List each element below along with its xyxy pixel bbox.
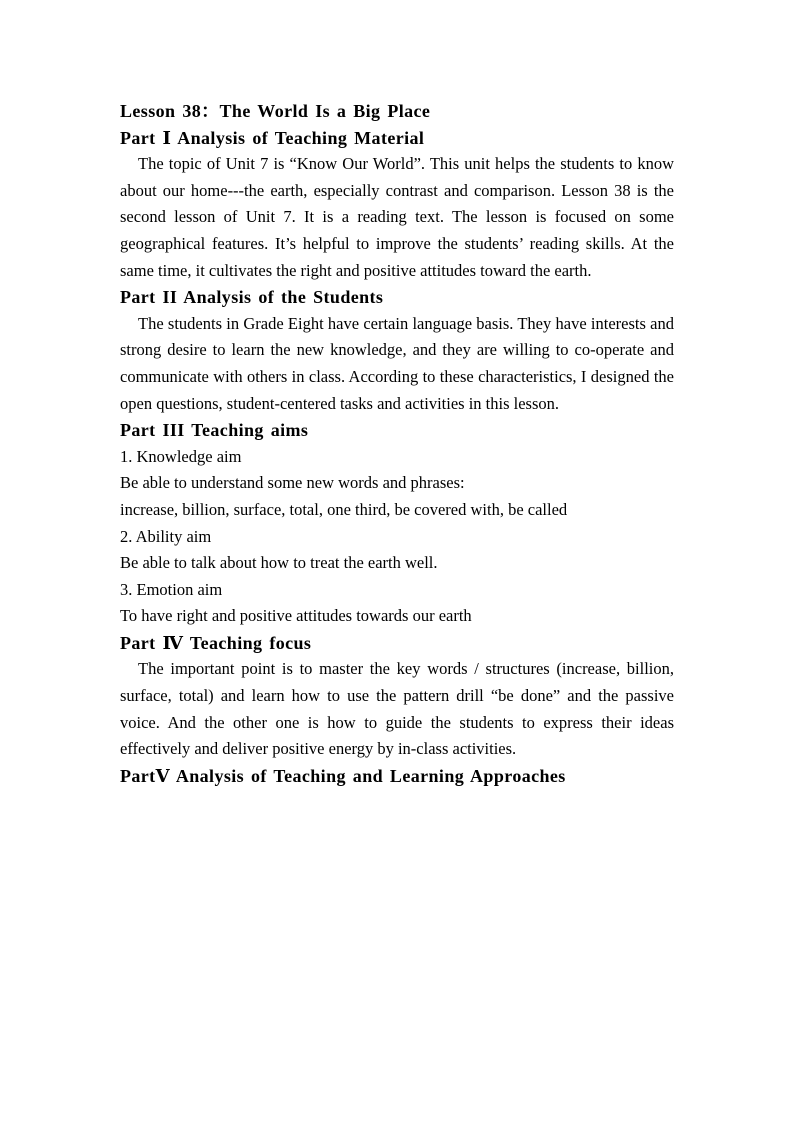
vocabulary-list: increase, billion, surface, total, one third, be covered with, be called	[120, 499, 568, 519]
section-paragraph-2: The students in Grade Eight have certain language basis. They have interests and strong desire to learn the new knowledge, and they are willing to co-operate and communicate with others in class. According to these characteristics, I designed the open questions, student-centered tasks and activities in this lesson.	[120, 313, 674, 413]
aim-heading-ability: 2. Ability aim	[120, 526, 212, 546]
section-heading-3: Part III Teaching aims	[120, 420, 309, 441]
section-heading-1: Part Ⅰ Analysis of Teaching Material	[120, 127, 425, 148]
section-heading-5: PartⅤ Analysis of Teaching and Learning Approaches	[120, 765, 566, 786]
document-page	[120, 98, 674, 789]
aim-heading-emotion: 3. Emotion aim	[120, 579, 223, 599]
section-heading-4: Part Ⅳ Teaching focus	[120, 632, 312, 653]
section-heading-2: Part II Analysis of the Students	[120, 287, 384, 308]
section-paragraph-1: The topic of Unit 7 is “Know Our World”. This unit helps the students to know about our home---the earth, especially contrast and comparison. Lesson 38 is the second lesson of Unit 7. It is a reading text. The lesson is focused on some geographical features. It’s helpful to improve the students’ reading skills. At the same time, it cultivates the right and positive attitudes toward the earth.	[120, 154, 674, 280]
aim-heading-knowledge: 1. Knowledge aim	[120, 446, 242, 466]
aim-text-ability: Be able to talk about how to treat the earth well.	[120, 553, 438, 573]
lesson-title: Lesson 38：The World Is a Big Place	[120, 101, 431, 121]
aim-text-knowledge: Be able to understand some new words and phrases:	[120, 473, 465, 493]
aim-text-emotion: To have right and positive attitudes towards our earth	[120, 606, 472, 626]
section-paragraph-4: The important point is to master the key words / structures (increase, billion, surface, total) and learn how to use the pattern drill “be done” and the passive voice. And the other one is how to guide the students to express their ideas effectively and deliver positive energy by in-class activities.	[120, 659, 674, 759]
